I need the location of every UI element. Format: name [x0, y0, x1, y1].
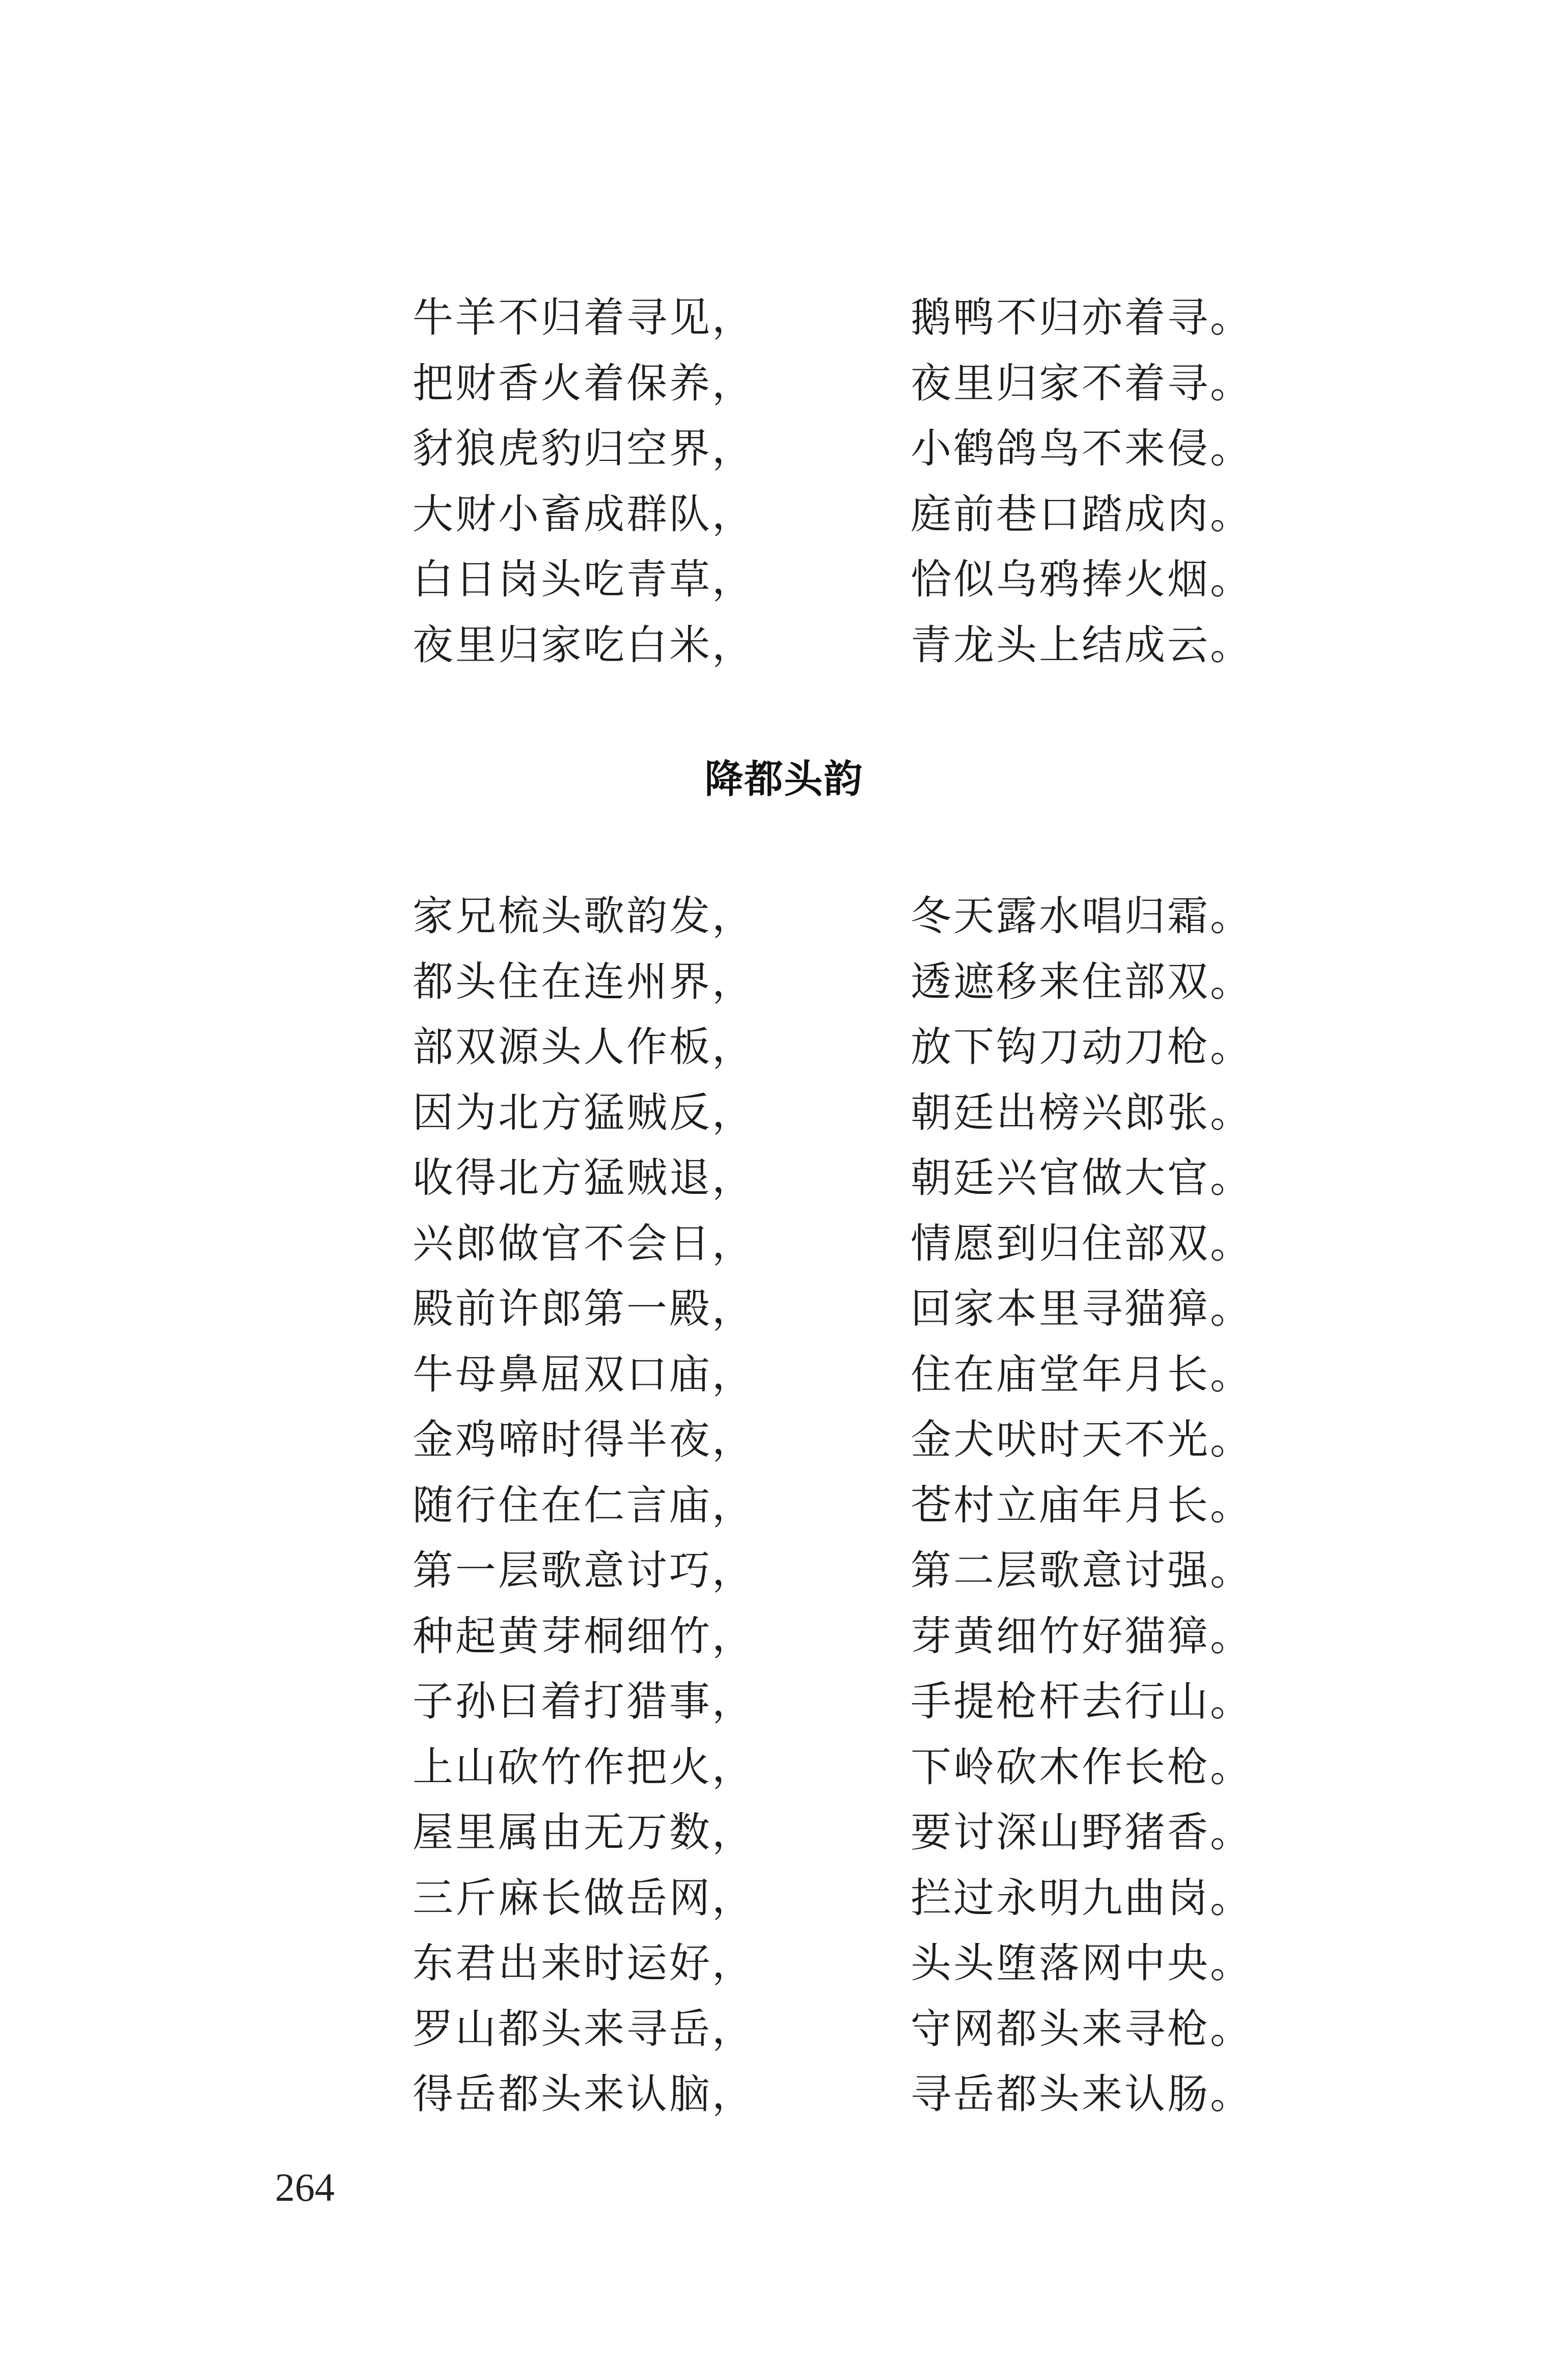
- verse-line: [412, 1669, 1253, 1735]
- verse-second-half: 住在庙堂年月长。: [911, 1350, 1253, 1398]
- verse-line: [412, 613, 1253, 678]
- verse-line: [412, 1145, 1253, 1211]
- verse-first-half: 三斤麻长做岳网，: [412, 1874, 755, 1922]
- verse-second-half: 朝廷出榜兴郎张。: [911, 1088, 1253, 1136]
- verse-first-half: 牛母鼻屈双口庙，: [412, 1350, 755, 1398]
- verse-second-half: 恰似乌鸦捧火烟。: [911, 556, 1253, 603]
- verse-line: [412, 1342, 1253, 1408]
- verse-block-top: [412, 285, 1253, 678]
- verse-second-half: 拦过永明九曲岗。: [911, 1874, 1253, 1922]
- verse-line: [412, 416, 1253, 482]
- verse-first-half: 罗山都头来寻岳，: [412, 2005, 755, 2053]
- section-title: 降都头韵: [704, 756, 864, 802]
- verse-first-half: 得岳都头来认脑，: [412, 2070, 755, 2118]
- verse-second-half: 下岭砍木作长枪。: [911, 1743, 1253, 1791]
- verse-first-half: 第一层歌意讨巧，: [412, 1547, 755, 1594]
- verse-line: [412, 2062, 1253, 2127]
- verse-block-main: [412, 884, 1253, 2127]
- verse-line: [412, 949, 1253, 1015]
- verse-second-half: 回家本里寻猫獐。: [911, 1285, 1253, 1332]
- verse-first-half: 种起黄芽桐细竹，: [412, 1612, 755, 1660]
- verse-first-half: 东君出来时运好，: [412, 1939, 755, 1987]
- verse-second-half: 要讨深山野猪香。: [911, 1809, 1253, 1856]
- verse-line: [412, 482, 1253, 548]
- verse-first-half: 夜里归家吃白米，: [412, 621, 755, 669]
- verse-first-half: 随行住在仁言庙，: [412, 1481, 755, 1529]
- verse-first-half: 上山砍竹作把火，: [412, 1743, 755, 1791]
- verse-first-half: 兴郎做官不会日，: [412, 1219, 755, 1267]
- verse-second-half: 第二层歌意讨强。: [911, 1547, 1253, 1594]
- verse-line: [412, 1276, 1253, 1342]
- page-number: 264: [275, 2165, 335, 2209]
- verse-second-half: 头头堕落网中央。: [911, 1939, 1253, 1987]
- verse-second-half: 冬天露水唱归霜。: [911, 892, 1253, 940]
- verse-line: [412, 1800, 1253, 1866]
- verse-line: [412, 1407, 1253, 1473]
- verse-second-half: 芽黄细竹好猫獐。: [911, 1612, 1253, 1660]
- verse-first-half: 因为北方猛贼反，: [412, 1088, 755, 1136]
- verse-line: [412, 1080, 1253, 1146]
- verse-line: [412, 547, 1253, 613]
- verse-second-half: 夜里归家不着寻。: [911, 359, 1253, 407]
- verse-second-half: 鹅鸭不归亦着寻。: [911, 294, 1253, 341]
- verse-first-half: 牛羊不归着寻见，: [412, 294, 755, 341]
- verse-first-half: 子孙曰着打猎事，: [412, 1678, 755, 1725]
- verse-second-half: 寻岳都头来认肠。: [911, 2070, 1253, 2118]
- verse-line: [412, 1538, 1253, 1604]
- verse-second-half: 庭前巷口踏成肉。: [911, 490, 1253, 538]
- verse-second-half: 小鹤鸽鸟不来侵。: [911, 425, 1253, 472]
- verse-second-half: 情愿到归住部双。: [911, 1219, 1253, 1267]
- verse-line: [412, 1735, 1253, 1800]
- verse-second-half: 苍村立庙年月长。: [911, 1481, 1253, 1529]
- verse-first-half: 屋里属由无万数，: [412, 1809, 755, 1856]
- verse-first-half: 收得北方猛贼退，: [412, 1154, 755, 1201]
- verse-first-half: 金鸡啼时得半夜，: [412, 1416, 755, 1463]
- verse-second-half: 透遮移来住部双。: [911, 958, 1253, 1005]
- verse-first-half: 家兄梳头歌韵发，: [412, 892, 755, 940]
- verse-first-half: 大财小畜成群队，: [412, 490, 755, 538]
- verse-second-half: 朝廷兴官做大官。: [911, 1154, 1253, 1201]
- verse-line: [412, 884, 1253, 949]
- verse-second-half: 青龙头上结成云。: [911, 621, 1253, 669]
- verse-second-half: 放下钩刀动刀枪。: [911, 1023, 1253, 1071]
- verse-line: [412, 1866, 1253, 1931]
- verse-first-half: 把财香火着保养，: [412, 359, 755, 407]
- verse-line: [412, 1211, 1253, 1277]
- verse-second-half: 金犬吠时天不光。: [911, 1416, 1253, 1463]
- verse-line: [412, 1997, 1253, 2062]
- verse-first-half: 豺狼虎豹归空界，: [412, 425, 755, 472]
- verse-first-half: 部双源头人作板，: [412, 1023, 755, 1071]
- verse-line: [412, 1931, 1253, 1997]
- verse-line: [412, 351, 1253, 417]
- verse-first-half: 都头住在连州界，: [412, 958, 755, 1005]
- verse-second-half: 守网都头来寻枪。: [911, 2005, 1253, 2053]
- verse-first-half: 白日岗头吃青草，: [412, 556, 755, 603]
- verse-line: [412, 285, 1253, 351]
- verse-line: [412, 1473, 1253, 1539]
- verse-second-half: 手提枪杆去行山。: [911, 1678, 1253, 1725]
- verse-line: [412, 1015, 1253, 1080]
- verse-line: [412, 1604, 1253, 1670]
- verse-first-half: 殿前许郎第一殿，: [412, 1285, 755, 1332]
